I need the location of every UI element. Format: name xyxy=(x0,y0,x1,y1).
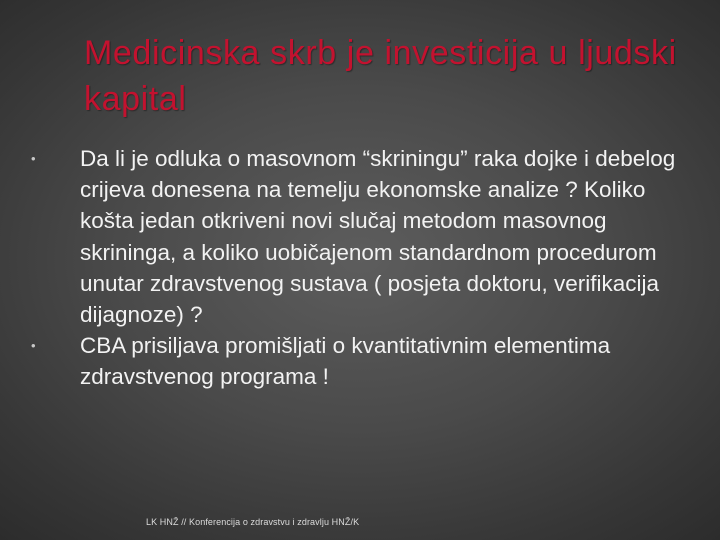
slide-footer: LK HNŽ // Konferencija o zdravstvu i zdravlju HNŽ/K xyxy=(146,517,360,527)
bullet-item-cost-question xyxy=(30,143,695,330)
bullet-text: CBA prisiljava promišljati o kvantitativnim elementima zdravstvenog programa ! xyxy=(80,333,611,390)
bullet-marker-icon: • xyxy=(31,338,36,354)
bullet-marker-icon: • xyxy=(31,151,36,166)
bullet-text: Da li je odluka o masovnom “skriningu” raka dojke i debelog crijeva donesena na temelju ekonomske analize ? Koliko košta jedan otkriveni novi slučaj metodom masovnog skrininga, a koliko uobičajenom standardnom procedurom unutar zdravstvenog sustava ( posjeta doktoru, verifikacija dijagnoze) ? xyxy=(80,146,676,328)
bullet-list xyxy=(30,143,695,393)
slide-title: Medicinska skrb je investicija u ljudski kapital xyxy=(84,34,677,118)
bullet-item-cba xyxy=(30,330,695,392)
